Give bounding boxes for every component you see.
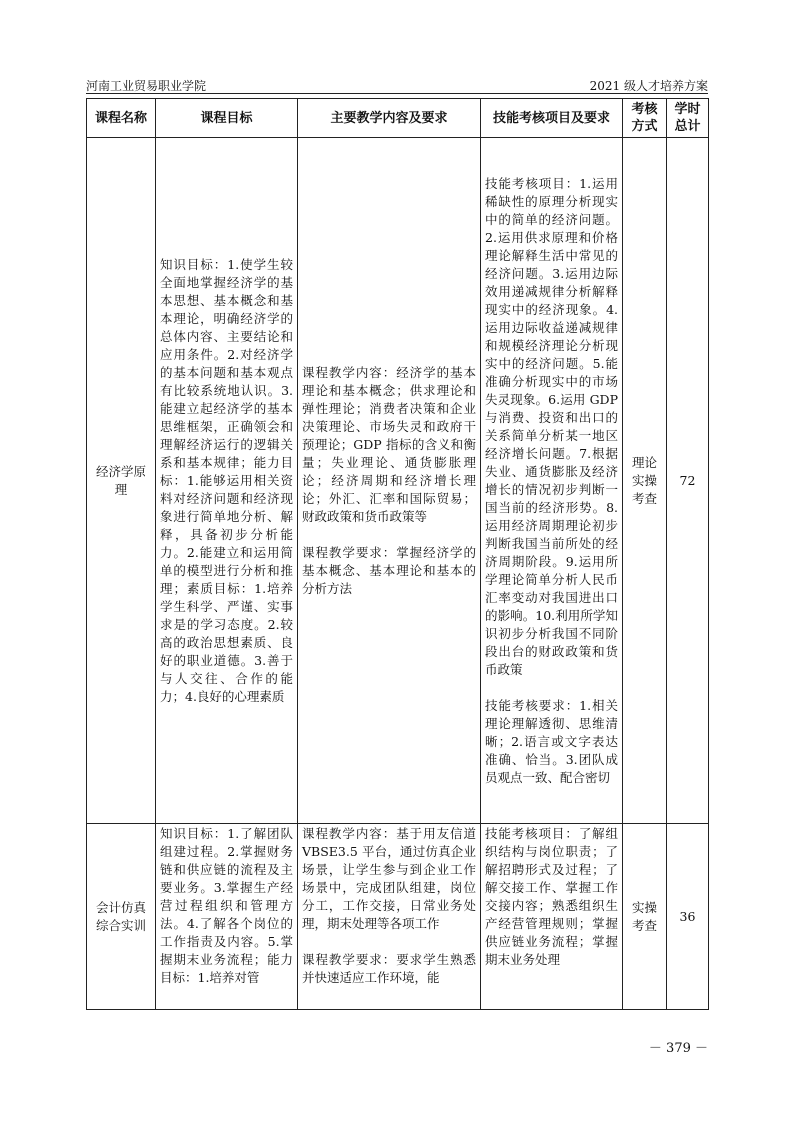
assessment-method: 实操考查 (623, 824, 667, 1010)
content-requirement: 课程教学要求：掌握经济学的基本概念、基本理论和基本的分析方法 (302, 544, 476, 596)
skill-assessment (481, 138, 623, 824)
page-number: － 379 － (648, 1041, 708, 1056)
teaching-content (298, 138, 481, 824)
content-text: 课程教学内容：基于用友信道 VBSE3.5 平台，通过仿真企业场景，让学生参与到企业工作场景中，完成团队组建，岗位分工，工作交接，日常业务处理，期末处理等各项工作 (302, 826, 480, 931)
col-header-skill: 技能考核项目及要求 (481, 99, 623, 138)
page-header (86, 77, 708, 93)
skill-items: 技能考核项目：了解组织结构与岗位职责；了解招聘形式及过程；了解交接工作、掌握工作交接内容；熟悉组织生产经营管理规则；掌握供应链业务流程；掌握期末业务处理 (485, 826, 618, 967)
col-header-method: 考核方式 (623, 99, 667, 138)
table-row (87, 138, 709, 824)
content-requirement: 课程教学要求：要求学生熟悉并快速适应工作环境，能 (302, 952, 476, 985)
teaching-content (298, 824, 481, 1010)
course-goal (156, 138, 298, 824)
course-name: 经济学原理 (87, 138, 156, 824)
total-hours: 36 (667, 824, 709, 1010)
goal-text: 知识目标：1.使学生较全面地掌握经济学的基本思想、基本概念和基本理论，明确经济学的总体内容、主要结论和应用条件。2.对经济学的基本问题和基本观点有比较系统地认识。3.能建立起经济学的基本思维框架，正确领会和理解经济运行的逻辑关系和基本规律；能力目标：1.能够运用相关资料对经济问题和经济现象进行简单地分析、解释，具备初步分析能力。2.能建立和运用简单的模型进行分析和推理；素质目标：1.培养学生科学、严谨、实事求是的学习态度。2.较高的政治思想素质、良好的职业道德。3.善于与人交往、合作的能力；4.良好的心理素质 (160, 256, 293, 704)
curriculum-table (86, 98, 709, 1010)
table-header-row (87, 99, 709, 138)
col-header-course-goal: 课程目标 (156, 99, 298, 138)
skill-requirement: 技能考核要求：1.相关理论理解透彻、思维清晰；2.语言或文字表达准确、恰当。3.团队成员观点一致、配合密切 (485, 697, 618, 785)
col-header-content: 主要教学内容及要求 (298, 99, 481, 138)
col-header-hours: 学时总计 (667, 99, 709, 138)
table-row (87, 824, 709, 1010)
total-hours: 72 (667, 138, 709, 824)
header-rule (86, 93, 708, 94)
assessment-method: 理论实操考查 (623, 138, 667, 824)
course-goal (156, 824, 298, 1010)
skill-assessment (481, 824, 623, 1010)
content-text: 课程教学内容：经济学的基本理论和基本概念；供求理论和弹性理论；消费者决策和企业决策理论、市场失灵和政府干预理论；GDP 指标的含义和衡量；失业理论、通货膨胀理论；经济周期和经济增长理论；外汇、汇率和国际贸易；财政政策和货币政策等 (302, 364, 476, 524)
goal-text: 知识目标：1.了解团队组建过程。2.掌握财务链和供应链的流程及主要业务。3.掌握生产经营过程组织和管理方法。4.了解各个岗位的工作指责及内容。5.掌握期末业务流程；能力目标：1.培养对管 (160, 826, 293, 985)
course-name: 会计仿真综合实训 (87, 824, 156, 1010)
skill-items: 技能考核项目：1.运用稀缺性的原理分析现实中的简单的经济问题。2.运用供求原理和价格理论解释生活中常见的经济问题。3.运用边际效用递减规律分析解释现实中的经济现象。4.运用边际收益递减规律和规模经济理论分析现实中的经济问题。5.能准确分析现实中的市场失灵现象。6.运用 GDP 与消费、投资和出口的关系简单分析某一地区经济增长问题。7.根据失业、通货膨胀及经济增长的情况初步判断一国当前的经济形势。8.运用经济周期理论初步判断我国当前所处的经济周期阶段。9.运用所学理论简单分析人民币汇率变动对我国进出口的影响。10.利用所学知识初步分析我国不同阶段出台的财政政策和货币政策 (485, 175, 622, 677)
institution-name: 河南工业贸易职业学院 (86, 79, 207, 93)
document-title: 2021 级人才培养方案 (589, 79, 708, 93)
col-header-course-name: 课程名称 (87, 99, 156, 138)
